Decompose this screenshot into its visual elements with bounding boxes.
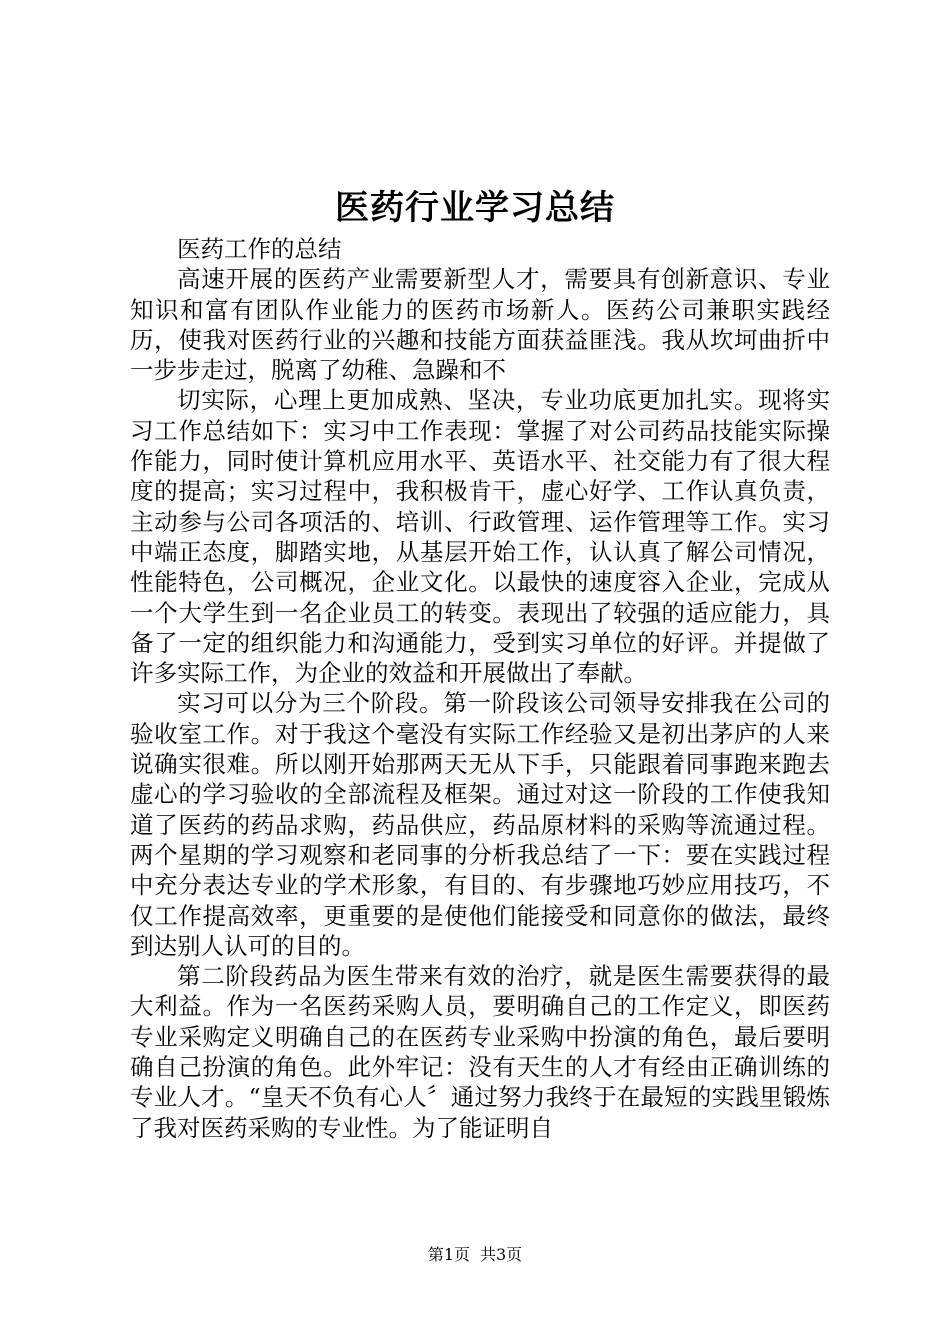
paragraph: 切实际，心理上更加成熟、坚决，专业功底更加扎实。现将实习工作总结如下：实习中工作表现：掌握了对公司药品技能实际操作能力，同时使计算机应用水平、英语水平、社交能力有了很大程度的提高；实习过程中，我积极肯干，虚心好学、工作认真负责，主动参与公司各项活的、培训、行政管理、运作管理等工作。实习中端正态度，脚踏实地，从基层开始工作，认认真了解公司情况，性能特色，公司概况，企业文化。以最快的速度容入企业，完成从一个大学生到一名企业员工的转变。表现出了较强的适应能力，具备了一定的组织能力和沟通能力，受到实习单位的好评。并提做了许多实际工作，为企业的效益和开展做出了奉献。 bbox=[130, 386, 830, 688]
page-footer bbox=[0, 1244, 950, 1266]
document-body bbox=[130, 234, 830, 1143]
paragraph: 高速开展的医药产业需要新型人才，需要具有创新意识、专业知识和富有团队作业能力的医药市场新人。医药公司兼职实践经历，使我对医药行业的兴趣和技能方面获益匪浅。我从坎坷曲折中一步步走过，脱离了幼稚、急躁和不 bbox=[130, 265, 830, 385]
page-number-current: 第1页 bbox=[427, 1245, 470, 1264]
paragraph-subtitle: 医药工作的总结 bbox=[177, 235, 342, 263]
paragraph: 实习可以分为三个阶段。第一阶段该公司领导安排我在公司的验收室工作。对于我这个毫没有实际工作经验又是初出茅庐的人来说确实很难。所以刚开始那两天无从下手，只能跟着同事跑来跑去虚心的学习验收的全部流程及框架。通过对这一阶段的工作使我知道了医药的药品求购，药品供应，药品原材料的采购等流通过程。两个星期的学习观察和老同事的分析我总结了一下：要在实践过程中充分表达专业的学术形象，有目的、有步骤地巧妙应用技巧，不仅工作提高效率，更重要的是使他们能接受和同意你的做法，最终到达别人认可的目的。 bbox=[130, 689, 830, 960]
page-number-total: 共3页 bbox=[480, 1245, 523, 1264]
paragraph: 第二阶段药品为医生带来有效的治疗，就是医生需要获得的最大利益。作为一名医药采购人员，要明确自己的工作定义，即医药专业采购定义明确自己的在医药专业采购中扮演的角色，最后要明确自己扮演的角色。此外牢记：没有天生的人才有经由正确训练的专业人才。“皇天不负有心人〞通过努力我终于在最短的实践里锻炼了我对医药采购的专业性。为了能证明自 bbox=[130, 962, 830, 1142]
document-title: 医药行业学习总结 bbox=[335, 188, 615, 228]
